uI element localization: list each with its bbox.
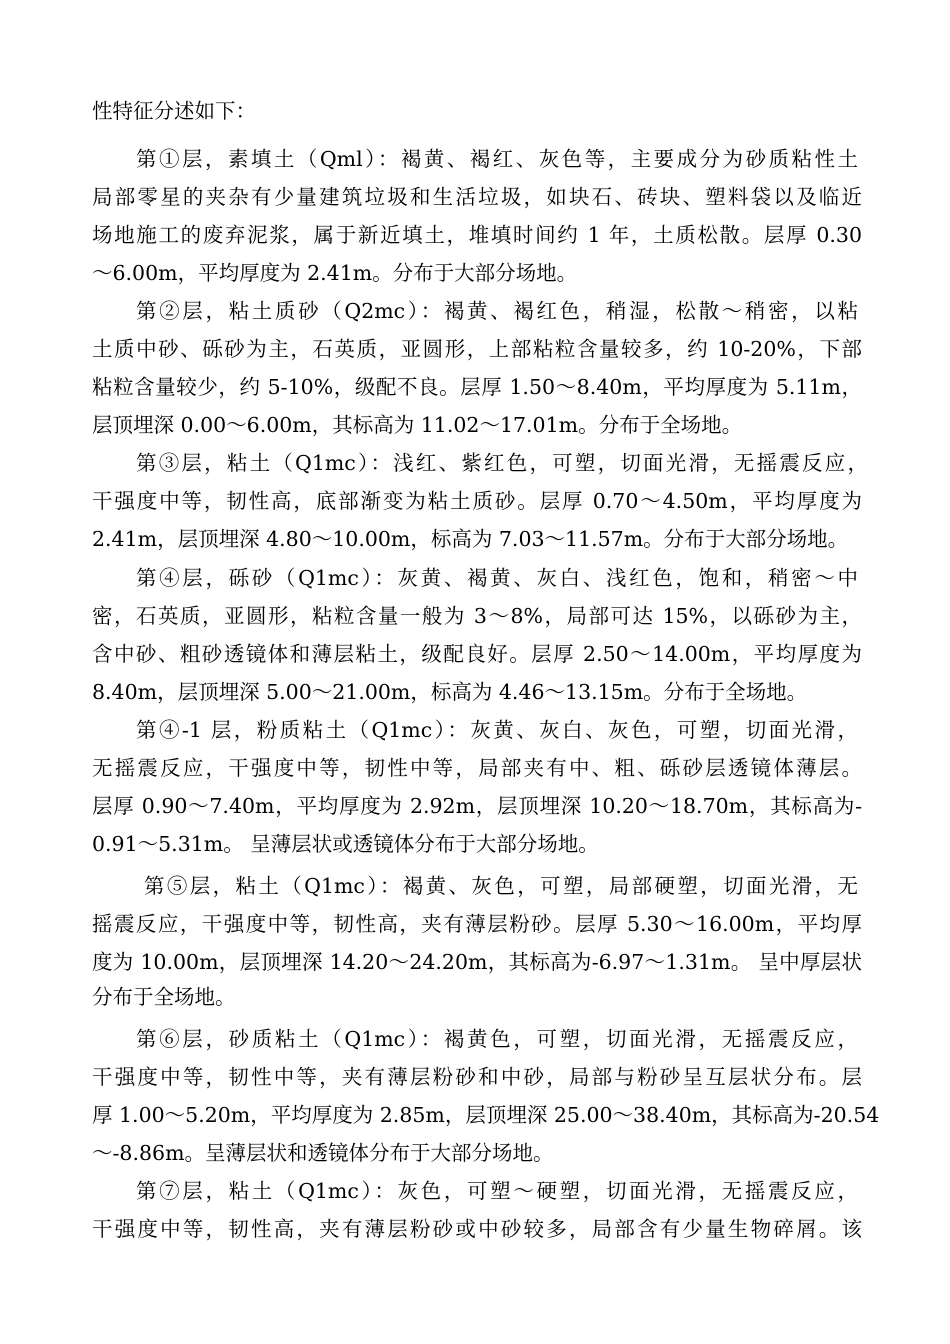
layer-5-line-3: 度为 10.00m，层顶埋深 14.20～24.20m，其标高为-6.97～1.31m。 呈中厚层状 [92, 950, 862, 974]
layer-4-line-4: 8.40m，层顶埋深 5.00～21.00m，标高为 4.46～13.15m。分布于全场地。 [92, 680, 808, 704]
layer-1-line-3: 场地施工的废弃泥浆，属于新近填土，堆填时间约 1 年，土质松散。层厚 0.30 [92, 223, 862, 247]
intro-line: 性特征分述如下： [92, 99, 256, 123]
layer-4-1-line-4: 0.91～5.31m。 呈薄层状或透镜体分布于大部分场地。 [92, 832, 599, 856]
layer-5-line-1: 第⑤层，粘土（Q1mc）：褐黄、灰色，可塑，局部硬塑，切面光滑，无 [144, 874, 858, 898]
layer-4-line-1: 第④层，砾砂（Q1mc）：灰黄、褐黄、灰白、浅红色，饱和，稍密～中 [136, 566, 858, 590]
layer-1-line-2: 局部零星的夹杂有少量建筑垃圾和生活垃圾，如块石、砖块、塑料袋以及临近 [92, 185, 862, 209]
layer-2-line-3: 粘粒含量较少，约 5-10%，级配不良。层厚 1.50～8.40m，平均厚度为 5.11m， [92, 375, 862, 399]
layer-2-line-2: 土质中砂、砾砂为主，石英质，亚圆形，上部粘粒含量较多，约 10-20%，下部 [92, 337, 862, 361]
layer-7-line-1: 第⑦层，粘土（Q1mc）：灰色，可塑～硬塑，切面光滑，无摇震反应， [136, 1179, 858, 1203]
layer-4-line-3: 含中砂、粗砂透镜体和薄层粘土，级配良好。层厚 2.50～14.00m，平均厚度为 [92, 642, 862, 666]
layer-6-line-3: 厚 1.00～5.20m，平均厚度为 2.85m，层顶埋深 25.00～38.40m，其标高为-20.54 [92, 1103, 880, 1127]
layer-1-line-1: 第①层，素填土（Qml）：褐黄、褐红、灰色等，主要成分为砂质粘性土 [136, 147, 858, 171]
layer-3-line-1: 第③层，粘土（Q1mc）：浅红、紫红色，可塑，切面光滑，无摇震反应， [136, 451, 868, 475]
layer-4-1-line-3: 层厚 0.90～7.40m，平均厚度为 2.92m，层顶埋深 10.20～18.70m，其标高为- [92, 794, 862, 818]
layer-4-line-2: 密，石英质，亚圆形，粘粒含量一般为 3～8%，局部可达 15%，以砾砂为主， [92, 604, 862, 628]
layer-2-line-1: 第②层，粘土质砂（Q2mc）：褐黄、褐红色，稍湿，松散～稍密，以粘 [136, 299, 858, 323]
layer-5-line-2: 摇震反应，干强度中等，韧性高，夹有薄层粉砂。层厚 5.30～16.00m，平均厚 [92, 912, 862, 936]
layer-2-line-4: 层顶埋深 0.00～6.00m，其标高为 11.02～17.01m。分布于全场地。 [92, 413, 743, 437]
layer-3-line-2: 干强度中等，韧性高，底部渐变为粘土质砂。层厚 0.70～4.50m，平均厚度为 [92, 489, 862, 513]
layer-7-line-2: 干强度中等，韧性高，夹有薄层粉砂或中砂较多，局部含有少量生物碎屑。该 [92, 1217, 862, 1241]
layer-4-1-line-1: 第④-1 层，粉质粘土（Q1mc）：灰黄、灰白、灰色，可塑，切面光滑， [136, 718, 858, 742]
layer-6-line-2: 干强度中等，韧性中等，夹有薄层粉砂和中砂，局部与粉砂呈互层状分布。层 [92, 1065, 862, 1089]
layer-6-line-4: ～-8.86m。呈薄层状和透镜体分布于大部分场地。 [92, 1141, 554, 1165]
layer-3-line-3: 2.41m，层顶埋深 4.80～10.00m，标高为 7.03～11.57m。分布于大部分场地。 [92, 527, 849, 551]
layer-4-1-line-2: 无摇震反应，干强度中等，韧性中等，局部夹有中、粗、砾砂层透镜体薄层。 [92, 756, 862, 780]
layer-1-line-4: ～6.00m，平均厚度为 2.41m。分布于大部分场地。 [92, 261, 578, 285]
layer-5-line-4: 分布于全场地。 [92, 985, 236, 1009]
layer-6-line-1: 第⑥层，砂质粘土（Q1mc）：褐黄色，可塑，切面光滑，无摇震反应， [136, 1027, 858, 1051]
